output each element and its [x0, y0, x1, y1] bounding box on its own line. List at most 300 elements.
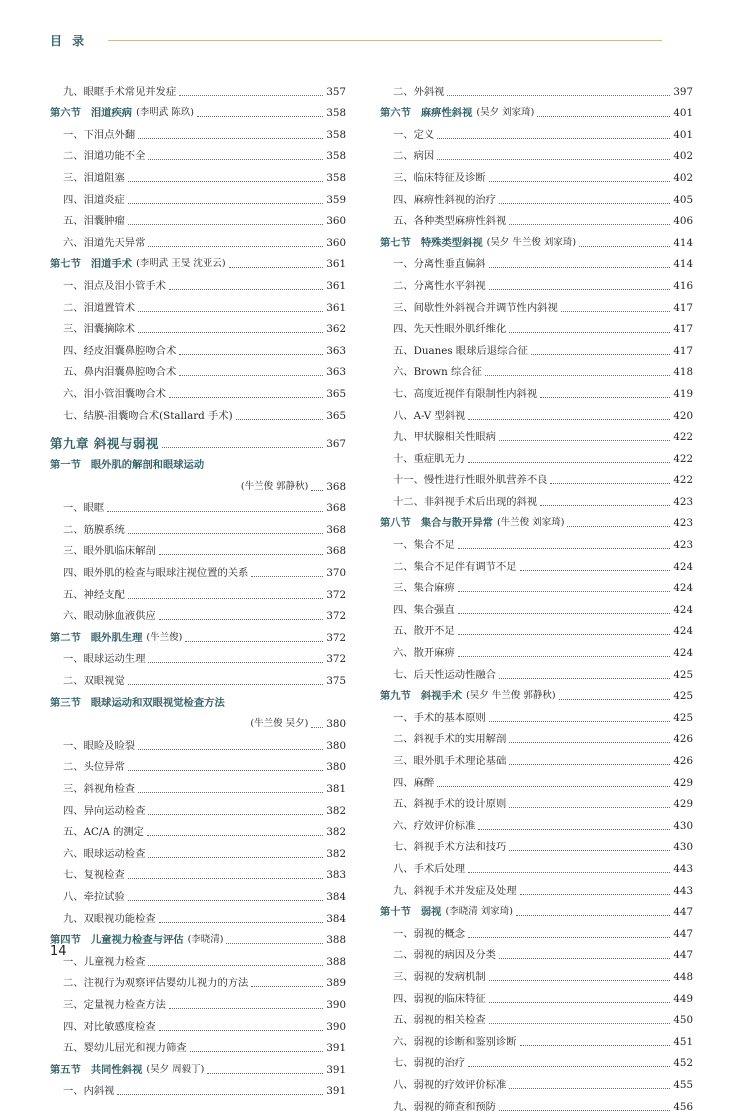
toc-item[interactable]: [380, 423, 693, 445]
toc-item[interactable]: [50, 558, 346, 580]
toc-chapter[interactable]: [50, 423, 346, 451]
page-ref: 380: [326, 761, 346, 774]
page-ref: 358: [326, 150, 346, 163]
page-ref: 388: [326, 934, 346, 947]
toc-item[interactable]: [380, 487, 693, 509]
page-header: [50, 32, 662, 50]
dot-leader: [128, 598, 324, 599]
toc-item[interactable]: [50, 602, 346, 624]
section-number: 第十节: [380, 906, 411, 919]
dot-leader: [226, 943, 323, 944]
entry-title: 十一、慢性进行性眼外肌营养不良: [393, 474, 548, 487]
page-ref: 405: [673, 193, 693, 206]
entry-title: 三、眼外肌手术理论基础: [393, 755, 507, 767]
section-number: 第五节: [50, 1063, 81, 1076]
toc-item[interactable]: [380, 1092, 693, 1114]
toc-item[interactable]: [380, 876, 693, 898]
page-ref: 388: [326, 955, 346, 968]
dot-leader: [138, 311, 323, 312]
toc-item[interactable]: [380, 660, 693, 682]
page-ref: 391: [326, 1085, 346, 1098]
dot-leader: [437, 786, 670, 787]
toc-item[interactable]: [380, 466, 693, 488]
toc-section[interactable]: [380, 228, 693, 250]
page-ref: 401: [673, 128, 693, 141]
toc-section[interactable]: [380, 509, 693, 531]
toc-item[interactable]: [380, 358, 693, 380]
page-ref: 443: [673, 884, 693, 897]
dot-leader: [148, 857, 323, 858]
entry-title: 二、注视行为观察评估婴幼儿视力的方法: [63, 977, 249, 990]
entry-title: 一、儿童视力检查: [63, 955, 146, 968]
section-number: 第二节: [50, 631, 81, 644]
entry-title: 六、Brown 综合征: [393, 366, 482, 379]
toc-item[interactable]: [50, 537, 346, 559]
toc-right-column: [380, 77, 693, 1114]
dot-leader: [437, 159, 670, 160]
dot-leader: [148, 159, 323, 160]
toc-item[interactable]: [380, 746, 693, 768]
dot-leader: [509, 1088, 670, 1089]
toc-item[interactable]: [50, 904, 346, 926]
page-ref: 365: [326, 387, 346, 400]
toc-item[interactable]: [380, 444, 693, 466]
page-ref: 430: [673, 841, 693, 854]
dot-leader: [458, 613, 671, 614]
entry-title: 三、眼外肌临床解剖: [63, 545, 156, 558]
dot-leader: [229, 267, 324, 268]
page-ref: 447: [673, 927, 693, 940]
toc-item[interactable]: [50, 796, 346, 818]
toc-item[interactable]: [50, 472, 346, 494]
entry-title: 六、泪道先天异常: [63, 236, 146, 249]
page-ref: 448: [673, 970, 693, 983]
toc-item[interactable]: [380, 768, 693, 790]
entry-title: 麻痹性斜视: [420, 107, 473, 120]
toc-item[interactable]: [380, 293, 693, 315]
entry-title: 八、A-V 型斜视: [393, 409, 466, 422]
dot-leader: [138, 792, 323, 793]
dot-leader: [520, 570, 671, 571]
page-ref: 372: [326, 610, 346, 623]
toc-section[interactable]: [50, 688, 346, 710]
toc-item[interactable]: [380, 617, 693, 639]
page-ref: 384: [326, 912, 346, 925]
entry-title: 四、麻痹性斜视的治疗: [393, 193, 496, 206]
page-ref: 429: [673, 776, 693, 789]
entry-title: 三、定量视力检查方法: [63, 998, 166, 1011]
page-ref: 447: [673, 949, 693, 962]
entry-title: 一、下泪点外翻: [63, 128, 136, 141]
toc-item[interactable]: [50, 271, 346, 293]
entry-title: 一、弱视的概念: [393, 927, 466, 940]
entry-authors: (牛兰俊 郭静秋): [240, 480, 309, 492]
dot-leader: [499, 958, 670, 959]
toc-item[interactable]: [380, 207, 693, 229]
entry-authors: (吴夕 周毅丁): [146, 1063, 205, 1075]
entry-title: 九、眼眶手术常见并发症: [63, 85, 177, 98]
toc-item[interactable]: [50, 120, 346, 142]
entry-authors: (李晓清 刘家琦): [445, 906, 513, 918]
page-ref: 372: [326, 631, 346, 644]
dot-leader: [128, 181, 324, 182]
entry-title: 九、双眼视功能检查: [63, 912, 156, 925]
entry-authors: (吴夕 刘家琦): [476, 107, 535, 119]
page-ref: 368: [326, 545, 346, 558]
dot-leader: [489, 1023, 671, 1024]
entry-title: 眼外肌生理: [90, 631, 143, 644]
page-ref: 406: [673, 215, 693, 228]
entry-title: 一、眼眶: [63, 502, 105, 515]
entry-title: 泪道疾病: [90, 107, 133, 120]
dot-leader: [489, 980, 671, 981]
entry-title: 四、眼外肌的检查与眼球注视位置的关系: [63, 567, 249, 580]
page-ref: 391: [326, 1063, 346, 1076]
toc-item[interactable]: [380, 1070, 693, 1092]
entry-title: 二、筋膜系统: [63, 523, 125, 536]
toc-item[interactable]: [380, 163, 693, 185]
page-ref: 425: [673, 690, 693, 703]
page-ref: 360: [326, 215, 346, 228]
entry-title: 七、高度近视伴有限制性内斜视: [393, 387, 538, 400]
toc-item[interactable]: [50, 185, 346, 207]
page-ref: 425: [673, 668, 693, 681]
toc-section[interactable]: [380, 99, 693, 121]
page-ref: 456: [673, 1100, 693, 1113]
toc-section[interactable]: [50, 1055, 346, 1077]
section-number: 第七节: [380, 236, 411, 249]
dot-leader: [561, 311, 671, 312]
toc-item[interactable]: [380, 595, 693, 617]
toc-item[interactable]: [50, 969, 346, 991]
dot-leader: [509, 332, 670, 333]
entry-title: 六、泪小管泪囊吻合术: [63, 387, 166, 400]
dot-leader: [159, 1030, 324, 1031]
entry-title: 四、异向运动检查: [63, 804, 146, 817]
entry-title: 一、眼睑及睑裂: [63, 739, 136, 752]
entry-title: 四、麻醉: [393, 776, 435, 789]
toc-item[interactable]: [380, 854, 693, 876]
entry-title: 五、婴幼儿屈光和视力筛查: [63, 1042, 187, 1055]
page-ref: 426: [673, 733, 693, 746]
page-ref: 358: [326, 128, 346, 141]
dot-leader: [169, 289, 323, 290]
entry-title: 四、先天性眼外肌纤维化: [393, 323, 507, 336]
dot-leader: [128, 224, 324, 225]
page-ref: 380: [326, 718, 346, 731]
page-ref: 455: [673, 1078, 693, 1091]
dot-leader: [148, 246, 323, 247]
dot-leader: [236, 419, 324, 420]
toc-item[interactable]: [50, 861, 346, 883]
dot-leader: [499, 1110, 670, 1111]
toc-item[interactable]: [380, 984, 693, 1006]
entry-title: 五、散开不足: [393, 625, 455, 638]
dot-leader: [489, 721, 671, 722]
toc-item[interactable]: [380, 638, 693, 660]
page-ref: 358: [326, 107, 346, 120]
page-ref: 382: [326, 804, 346, 817]
dot-leader: [169, 1008, 323, 1009]
toc-section[interactable]: [50, 99, 346, 121]
toc-section[interactable]: [50, 623, 346, 645]
page-ref: 424: [673, 560, 693, 573]
page-ref: 361: [326, 301, 346, 314]
toc-section[interactable]: [380, 898, 693, 920]
section-number: 第八节: [380, 517, 411, 530]
entry-title: 一、泪点及泪小管手术: [63, 279, 166, 292]
toc-item[interactable]: [380, 919, 693, 941]
dot-leader: [138, 749, 323, 750]
entry-title: 共同性斜视: [90, 1063, 143, 1076]
page-ref: 375: [326, 675, 346, 688]
entry-title: 三、泪囊摘除术: [63, 323, 136, 336]
dot-leader: [128, 203, 324, 204]
toc-item[interactable]: [50, 315, 346, 337]
dot-leader: [117, 1094, 323, 1095]
dot-leader: [179, 354, 323, 355]
toc-item[interactable]: [50, 358, 346, 380]
page-ref: 381: [326, 783, 346, 795]
toc-item[interactable]: [50, 1034, 346, 1056]
toc-item[interactable]: [380, 1027, 693, 1049]
toc-item[interactable]: [380, 1049, 693, 1071]
toc-section[interactable]: [50, 250, 346, 272]
dot-leader: [540, 397, 670, 398]
dot-leader: [478, 829, 670, 830]
page-ref: 363: [326, 344, 346, 357]
entry-title: 三、斜视角检查: [63, 783, 136, 795]
entry-authors: (李明武 王旻 沈亚云): [136, 258, 226, 270]
page-ref: 391: [326, 1042, 346, 1055]
toc-item[interactable]: [380, 336, 693, 358]
toc-item[interactable]: [50, 228, 346, 250]
toc-item[interactable]: [380, 315, 693, 337]
page-ref: 363: [326, 366, 346, 379]
dot-leader: [159, 922, 324, 923]
entry-title: 七、斜视手术方法和技巧: [393, 841, 507, 854]
entry-title: 十二、非斜视手术后出现的斜视: [393, 495, 538, 508]
entry-title: 七、结膜-泪囊吻合术(Stallard 手术): [63, 409, 233, 422]
toc-item[interactable]: [50, 142, 346, 164]
entry-title: 二、病因: [393, 150, 435, 163]
dot-leader: [489, 289, 671, 290]
dot-leader: [190, 1051, 324, 1052]
toc-item[interactable]: [50, 1012, 346, 1034]
page-ref: 358: [326, 171, 346, 184]
toc-item[interactable]: [380, 574, 693, 596]
entry-title: 一、眼球运动生理: [63, 653, 146, 666]
toc-item[interactable]: [50, 207, 346, 229]
entry-title: 四、泪道炎症: [63, 193, 125, 206]
page-ref: 367: [326, 437, 346, 450]
dot-leader: [489, 181, 671, 182]
toc-item[interactable]: [50, 666, 346, 688]
toc-item[interactable]: [380, 120, 693, 142]
dot-leader: [169, 397, 323, 398]
entry-title: 三、临床特征及诊断: [393, 171, 486, 184]
page-ref: 382: [326, 847, 346, 860]
dot-leader: [567, 526, 670, 527]
dot-leader: [537, 116, 670, 117]
toc-item[interactable]: [380, 725, 693, 747]
entry-title: 一、定义: [393, 128, 435, 141]
entry-title: 集合与散开异常: [420, 517, 493, 530]
toc-item[interactable]: [50, 580, 346, 602]
toc-item[interactable]: [50, 882, 346, 904]
page-ref: 362: [326, 323, 346, 336]
section-number: 第三节: [50, 696, 81, 709]
entry-title: 五、Duanes 眼球后退综合征: [393, 344, 528, 357]
toc-item[interactable]: [50, 336, 346, 358]
toc-item[interactable]: [380, 401, 693, 423]
toc-item[interactable]: [380, 811, 693, 833]
toc-section[interactable]: [380, 682, 693, 704]
page-ref: 359: [326, 193, 346, 206]
dot-leader: [489, 267, 671, 268]
entry-title: 斜视手术: [420, 690, 463, 703]
toc-item[interactable]: [50, 515, 346, 537]
entry-title: 六、弱视的诊断和鉴别诊断: [393, 1035, 517, 1048]
page-ref: 361: [326, 279, 346, 292]
page-ref: 451: [673, 1035, 693, 1048]
page-ref: 417: [673, 344, 693, 357]
page-ref: 414: [673, 236, 693, 249]
toc-item[interactable]: [50, 839, 346, 861]
entry-title: 第九章 斜视与弱视: [50, 435, 159, 451]
dot-leader: [179, 375, 323, 376]
dot-leader: [128, 770, 324, 771]
entry-title: 四、集合强直: [393, 603, 455, 616]
entry-title: 七、后天性运动性融合: [393, 668, 496, 681]
dot-leader: [468, 462, 670, 463]
dot-leader: [509, 850, 670, 851]
header-rule: [108, 40, 662, 41]
page-ref: 382: [326, 826, 346, 839]
toc-item[interactable]: [380, 1006, 693, 1028]
toc-item[interactable]: [50, 710, 346, 732]
entry-title: 五、神经支配: [63, 588, 125, 601]
toc-item[interactable]: [50, 818, 346, 840]
toc-item[interactable]: [380, 379, 693, 401]
toc-item[interactable]: [380, 552, 693, 574]
entry-title: 泪道手术: [90, 258, 133, 271]
entry-title: 四、对比敏感度检查: [63, 1020, 156, 1033]
page-ref: 402: [673, 150, 693, 163]
toc-item[interactable]: [380, 703, 693, 725]
dot-leader: [185, 641, 323, 642]
section-number: 第九节: [380, 690, 411, 703]
dot-leader: [458, 591, 671, 592]
entry-title: 九、甲状腺相关性眼病: [393, 431, 496, 444]
toc-item[interactable]: [50, 753, 346, 775]
dot-leader: [579, 246, 670, 247]
dot-leader: [128, 878, 324, 879]
page-ref: 401: [673, 107, 693, 120]
toc-item[interactable]: [50, 494, 346, 516]
toc-item[interactable]: [50, 990, 346, 1012]
page-ref: 372: [326, 588, 346, 601]
page-ref: 420: [673, 409, 693, 422]
entry-title: 五、AC/A 的测定: [63, 826, 144, 839]
dot-leader: [447, 95, 670, 96]
entry-title: 二、分离性水平斜视: [393, 279, 486, 292]
toc-item[interactable]: [50, 293, 346, 315]
toc-item[interactable]: [380, 77, 693, 99]
toc-item[interactable]: [380, 941, 693, 963]
toc-item[interactable]: [380, 250, 693, 272]
dot-leader: [468, 872, 670, 873]
dot-leader: [516, 915, 670, 916]
toc-item[interactable]: [380, 142, 693, 164]
entry-title: 八、牵拉试验: [63, 890, 125, 903]
entry-authors: (李明武 陈玖): [136, 107, 195, 119]
dot-leader: [159, 554, 324, 555]
toc-item[interactable]: [50, 947, 346, 969]
toc-item[interactable]: [50, 401, 346, 423]
entry-title: 三、集合麻痹: [393, 582, 455, 595]
toc-item[interactable]: [380, 790, 693, 812]
toc-item[interactable]: [50, 645, 346, 667]
dot-leader: [147, 835, 323, 836]
toc-section[interactable]: [50, 926, 346, 948]
toc-item[interactable]: [380, 271, 693, 293]
toc-item[interactable]: [380, 833, 693, 855]
toc-item[interactable]: [50, 379, 346, 401]
page-ref: 361: [326, 258, 346, 271]
page-ref: 430: [673, 819, 693, 832]
dot-leader: [148, 965, 323, 966]
toc-item[interactable]: [380, 962, 693, 984]
dot-leader: [520, 894, 671, 895]
toc-item[interactable]: [50, 1077, 346, 1099]
page-ref: 390: [326, 998, 346, 1011]
entry-authors: (吴夕 牛兰俊 郭静秋): [466, 690, 556, 702]
toc-section[interactable]: [50, 451, 346, 473]
toc-item[interactable]: [380, 530, 693, 552]
page-ref: 424: [673, 582, 693, 595]
section-number: 第一节: [50, 459, 81, 472]
entry-title: 三、弱视的发病机制: [393, 970, 486, 983]
dot-leader: [138, 332, 323, 333]
toc-item[interactable]: [50, 77, 346, 99]
dot-leader: [311, 490, 323, 491]
entry-title: 四、经皮泪囊鼻腔吻合术: [63, 344, 177, 357]
entry-title: 六、眼动脉血液供应: [63, 610, 156, 623]
entry-title: 二、斜视手术的实用解剖: [393, 733, 507, 746]
section-number: 第六节: [380, 107, 411, 120]
dot-leader: [509, 764, 670, 765]
page-ref: 423: [673, 495, 693, 508]
page-ref: 447: [673, 906, 693, 919]
page-ref: 368: [326, 480, 346, 493]
toc-item[interactable]: [50, 163, 346, 185]
dot-leader: [162, 447, 323, 448]
dot-leader: [148, 814, 323, 815]
page-ref: 417: [673, 323, 693, 336]
page-ref: 419: [673, 387, 693, 400]
dot-leader: [509, 807, 670, 808]
entry-title: 八、弱视的疗效评价标准: [393, 1078, 507, 1091]
toc-item[interactable]: [50, 731, 346, 753]
toc-item[interactable]: [380, 185, 693, 207]
toc-item[interactable]: [50, 774, 346, 796]
entry-title: 弱视: [420, 906, 442, 919]
entry-title: 儿童视力检查与评估: [90, 934, 184, 947]
page-ref: 429: [673, 798, 693, 811]
dot-leader: [128, 684, 324, 685]
entry-title: 二、泪道功能不全: [63, 150, 146, 163]
